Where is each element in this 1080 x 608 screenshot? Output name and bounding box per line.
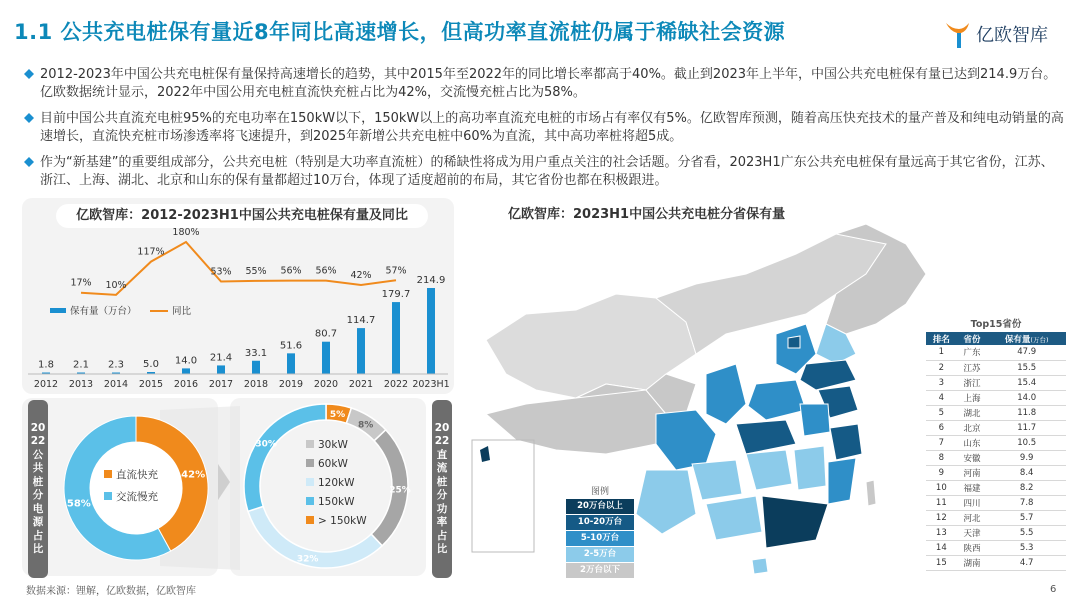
yoy-label: 17%: [70, 277, 92, 289]
rank-cell: 14: [926, 540, 957, 555]
logo-text: 亿欧智库: [976, 25, 1048, 46]
province-cell: 天津: [957, 525, 988, 540]
rank-cell: 1: [926, 345, 957, 360]
map-region-hunan: [746, 450, 792, 490]
map-region-taiwan: [866, 480, 876, 506]
amount-cell: 4.7: [987, 555, 1066, 570]
slice-label: 30%: [255, 439, 277, 450]
bar: [287, 353, 295, 374]
bar: [217, 365, 225, 374]
province-cell: 山东: [957, 435, 988, 450]
top15-table: [926, 318, 1066, 571]
bullet-1: [24, 66, 1064, 101]
table-row: [926, 360, 1066, 375]
province-cell: 河南: [957, 465, 988, 480]
x-tick-label: 2018: [243, 379, 269, 390]
yoy-label: 42%: [350, 269, 372, 281]
bar-value-label: 5.0: [143, 358, 159, 370]
province-cell: 广东: [957, 345, 988, 360]
bar: [357, 328, 365, 374]
map-region-guangxi: [706, 496, 762, 540]
slice-label: 58%: [66, 498, 91, 510]
diamond-bullet-icon: [24, 69, 34, 79]
amount-cell: 5.7: [987, 510, 1066, 525]
bar-value-label: 114.7: [346, 315, 376, 327]
donut-hole: [90, 442, 182, 534]
table-row: [926, 450, 1066, 465]
map-region-anhui: [800, 404, 830, 436]
table-row: [926, 465, 1066, 480]
yoy-label: 180%: [172, 228, 200, 238]
donut-chart-dc-power: [230, 398, 426, 576]
rank-cell: 6: [926, 420, 957, 435]
x-tick-label: 2020: [313, 379, 339, 390]
rank-cell: 11: [926, 495, 957, 510]
legend-swatch: [306, 440, 314, 448]
bar: [427, 288, 435, 374]
table-row: [926, 405, 1066, 420]
bar-value-label: 33.1: [244, 347, 268, 359]
map-region-hubei: [736, 420, 796, 454]
map-region-jiangxi: [794, 446, 826, 490]
province-cell: 江苏: [957, 360, 988, 375]
donut-slice: [244, 404, 326, 511]
bullet-text: 2012-2023年中国公共充电桩保有量保持高速增长的趋势，其中2015年至2022年的同比增长率都高于40%。截止到2023年上半年，中国公共充电桩保有量已达到214.9万台。亿欧数据统计显示，2022年中国公用充电桩直流快充桩占比为42%，交流慢充桩占比为58%。: [40, 67, 1057, 100]
vtab-dc-power: 2022直流桩分功率占比: [432, 400, 452, 578]
map-region-shaanxi: [706, 364, 746, 424]
table-row: [926, 525, 1066, 540]
map-region-henan: [748, 380, 806, 420]
diamond-bullet-icon: [24, 113, 34, 123]
col-rank: 排名: [926, 332, 957, 345]
province-cell: 陕西: [957, 540, 988, 555]
rank-cell: 15: [926, 555, 957, 570]
legend-label: 60kW: [318, 458, 348, 470]
amount-cell: 5.5: [987, 525, 1066, 540]
bar-value-label: 51.6: [279, 340, 303, 352]
legend-item: 5-10万台: [566, 531, 634, 546]
bar-value-label: 21.4: [209, 352, 233, 364]
map-legend-title: 图例: [590, 487, 609, 497]
table-row: [926, 510, 1066, 525]
slice-label: 8%: [358, 420, 374, 431]
table-row: [926, 480, 1066, 495]
x-tick-label: 2013: [68, 379, 94, 390]
data-source: 数据来源：锂解，亿欧数据，亿欧智库: [26, 586, 196, 597]
donut-chart-power-source: [50, 400, 220, 576]
legend-swatch: [306, 459, 314, 467]
x-tick-label: 2019: [278, 379, 304, 390]
province-cell: 北京: [957, 420, 988, 435]
page-number: 6: [1050, 584, 1057, 595]
legend-label: 直流快充: [116, 469, 158, 481]
amount-cell: 11.7: [987, 420, 1066, 435]
slice-label: 25%: [389, 485, 411, 496]
x-tick-label: 2012: [33, 379, 59, 390]
legend-swatch: [306, 478, 314, 486]
legend-swatch: [104, 470, 112, 478]
legend-item: 20万台以上: [566, 499, 634, 514]
map-region-hainan: [752, 558, 768, 574]
legend-label: 120kW: [318, 477, 355, 489]
province-cell: 湖北: [957, 405, 988, 420]
rank-cell: 9: [926, 465, 957, 480]
amount-cell: 15.4: [987, 375, 1066, 390]
slice-label: 42%: [181, 469, 206, 481]
inset-region: [480, 446, 490, 462]
yoy-label: 56%: [315, 265, 337, 277]
amount-cell: 7.8: [987, 495, 1066, 510]
legend-bar-swatch: [50, 308, 66, 313]
map-region-sichuan: [656, 410, 716, 470]
diamond-bullet-icon: [24, 157, 34, 167]
bullet-2: [24, 110, 1064, 145]
province-cell: 上海: [957, 390, 988, 405]
map-region-fujian: [828, 458, 856, 504]
legend-item: 10-20万台: [566, 515, 634, 530]
yoy-line: [81, 242, 396, 295]
province-cell: 安徽: [957, 450, 988, 465]
map-legend: [566, 486, 634, 579]
bar-value-label: 80.7: [314, 328, 338, 340]
bar-value-label: 179.7: [381, 289, 411, 301]
rank-cell: 12: [926, 510, 957, 525]
bar-value-label: 2.3: [108, 359, 124, 371]
yoy-label: 57%: [385, 265, 407, 277]
rank-cell: 7: [926, 435, 957, 450]
province-cell: 浙江: [957, 375, 988, 390]
legend-line-label: 同比: [172, 306, 192, 317]
bar: [182, 368, 190, 374]
x-tick-label: 2015: [138, 379, 164, 390]
logo-mark-icon: [944, 19, 970, 49]
bullet-text: 作为“新基建”的重要组成部分，公共充电桩（特别是大功率直流桩）的稀缺性将成为用户重点关注的社会话题。分省看，2023H1广东公共充电桩保有量远高于其它省份，江苏、浙江、上海、湖北、北京和山东的保有量都超过10万台，体现了适度超前的布局，其它省份也都在积极跟进。: [40, 155, 1054, 188]
rank-cell: 5: [926, 405, 957, 420]
amount-cell: 14.0: [987, 390, 1066, 405]
bar: [322, 342, 330, 374]
bar-line-chart: [22, 228, 454, 394]
table-row: [926, 375, 1066, 390]
x-tick-label: 2021: [348, 379, 374, 390]
bar: [392, 302, 400, 374]
amount-cell: 15.5: [987, 360, 1066, 375]
table-row: [926, 345, 1066, 360]
page-title: 1.1 公共充电桩保有量近8年同比高速增长，但高功率直流桩仍属于稀缺社会资源: [14, 20, 786, 44]
col-amount: 保有量(万台): [987, 332, 1066, 345]
table-row: [926, 540, 1066, 555]
x-tick-label: 2022: [383, 379, 409, 390]
vtab-power-source: 2022公共桩分电源占比: [28, 400, 48, 578]
map-region-shandong: [800, 360, 856, 390]
map-region-guangdong: [762, 496, 828, 548]
legend-label: 30kW: [318, 439, 348, 451]
rank-cell: 13: [926, 525, 957, 540]
yoy-label: 117%: [137, 246, 165, 258]
x-tick-label: 2023H1: [412, 379, 450, 390]
map-title: 亿欧智库：2023H1中国公共充电桩分省保有量: [508, 207, 786, 222]
table-row: [926, 420, 1066, 435]
bar-chart-title: 亿欧智库：2012-2023H1中国公共充电桩保有量及同比: [56, 204, 428, 228]
table-row: [926, 390, 1066, 405]
map-region-yunnan: [636, 470, 696, 534]
amount-cell: 5.3: [987, 540, 1066, 555]
logo: [944, 16, 1068, 52]
legend-label: 150kW: [318, 496, 355, 508]
amount-cell: 9.9: [987, 450, 1066, 465]
yoy-label: 56%: [280, 265, 302, 277]
table-header-row: [926, 332, 1066, 345]
map-region-beijing: [788, 336, 800, 348]
bar-value-label: 214.9: [416, 275, 446, 286]
legend-label: > 150kW: [318, 515, 367, 527]
rank-cell: 3: [926, 375, 957, 390]
legend-bar-label: 保有量（万台）: [70, 306, 137, 317]
table-row: [926, 435, 1066, 450]
province-cell: 湖南: [957, 555, 988, 570]
table-row: [926, 495, 1066, 510]
amount-cell: 10.5: [987, 435, 1066, 450]
china-province-map: [466, 214, 936, 588]
bar-value-label: 14.0: [174, 355, 198, 367]
rank-cell: 2: [926, 360, 957, 375]
legend-item: 2万台以下: [566, 563, 634, 578]
table-title: Top15省份: [970, 319, 1022, 330]
amount-cell: 8.2: [987, 480, 1066, 495]
x-tick-label: 2016: [173, 379, 199, 390]
x-tick-label: 2017: [208, 379, 234, 390]
amount-cell: 47.9: [987, 345, 1066, 360]
bullet-text: 目前中国公共直流充电桩95%的充电功率在150kW以下，150kW以上的高功率直流充电桩的市场占有率仅有5%。亿欧智库预测，随着高压快充技术的量产普及和纯电动销量的高速增长，直流快充桩市场渗透率将飞速提升，到2025年新增公共充电桩中60%为直流，其中高功率桩将超5成。: [40, 111, 1064, 144]
province-cell: 四川: [957, 495, 988, 510]
rank-cell: 10: [926, 480, 957, 495]
yoy-label: 55%: [245, 265, 267, 277]
rank-cell: 8: [926, 450, 957, 465]
bar-value-label: 1.8: [38, 359, 54, 371]
slice-label: 5%: [329, 409, 346, 420]
x-tick-label: 2014: [103, 379, 129, 390]
amount-cell: 11.8: [987, 405, 1066, 420]
col-province: 省份: [957, 332, 988, 345]
table-row: [926, 555, 1066, 570]
map-region-zhejiang: [830, 424, 862, 460]
legend-swatch: [306, 497, 314, 505]
province-cell: 河北: [957, 510, 988, 525]
rank-cell: 4: [926, 390, 957, 405]
yoy-label: 10%: [105, 279, 127, 291]
legend-swatch: [306, 516, 314, 524]
slice-label: 32%: [296, 554, 319, 565]
map-region-guizhou: [692, 460, 742, 500]
bullet-3: [24, 154, 1064, 189]
yoy-label: 53%: [210, 266, 232, 278]
amount-cell: 8.4: [987, 465, 1066, 480]
province-cell: 福建: [957, 480, 988, 495]
legend-item: 2-5万台: [566, 547, 634, 562]
bar: [252, 361, 260, 374]
bar-value-label: 2.1: [73, 359, 89, 371]
legend-swatch: [104, 492, 112, 500]
legend-label: 交流慢充: [116, 491, 158, 503]
